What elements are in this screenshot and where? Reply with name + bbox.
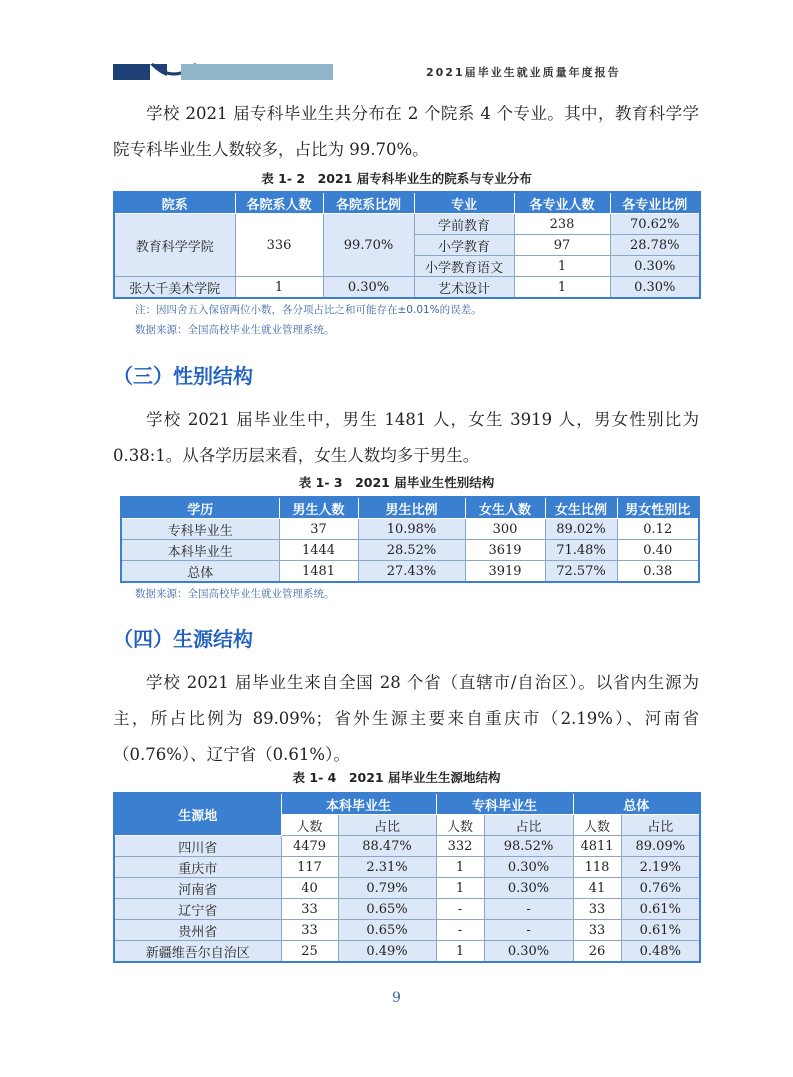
table-cell: 0.65% bbox=[338, 920, 436, 941]
table-cell: 0.30% bbox=[484, 878, 573, 899]
table-caption: 表 1- 4 2021 届毕业生生源地结构 bbox=[292, 770, 501, 785]
table-cell: 70.62% bbox=[610, 214, 700, 235]
table-cell: 辽宁省 bbox=[114, 899, 281, 920]
table-row bbox=[114, 941, 700, 963]
table-cell: 99.70% bbox=[323, 214, 414, 277]
column-header: 专业 bbox=[414, 192, 514, 214]
table-cell: 0.65% bbox=[338, 899, 436, 920]
table-cell: - bbox=[436, 899, 484, 920]
table-cell: 重庆市 bbox=[114, 857, 281, 878]
data-source: 数据来源：全国高校毕业生就业管理系统。 bbox=[135, 324, 335, 336]
table-cell: 33 bbox=[281, 899, 338, 920]
table-cell: 0.76% bbox=[621, 878, 700, 899]
table-cell: 72.57% bbox=[545, 561, 617, 583]
gender-table bbox=[120, 496, 700, 583]
table-cell: 37 bbox=[279, 519, 358, 540]
table-cell: - bbox=[484, 920, 573, 941]
section-heading-gender: （三）性别结构 bbox=[113, 364, 253, 388]
table-cell: 0.12 bbox=[617, 519, 699, 540]
column-header: 女生比例 bbox=[545, 497, 617, 519]
column-header: 学历 bbox=[121, 497, 279, 519]
table-row bbox=[121, 540, 699, 561]
table-cell: 98.52% bbox=[484, 836, 573, 857]
table-cell: 117 bbox=[281, 857, 338, 878]
column-header: 人数 bbox=[573, 815, 621, 836]
table-cell: 本科毕业生 bbox=[121, 540, 279, 561]
table-cell: 1 bbox=[436, 878, 484, 899]
table-row bbox=[114, 878, 700, 899]
column-header: 人数 bbox=[436, 815, 484, 836]
table-cell: 总体 bbox=[121, 561, 279, 583]
paragraph-major-distribution: 学校 2021 届专科毕业生共分布在 2 个院系 4 个专业。其中，教育科学学院专科毕业生人数较多，占比为 99.70%。 bbox=[113, 104, 699, 159]
table-row bbox=[114, 920, 700, 941]
report-title: 2021届毕业生就业质量年度报告 bbox=[426, 66, 621, 79]
table-cell: 88.47% bbox=[338, 836, 436, 857]
column-header: 各专业比例 bbox=[610, 192, 700, 214]
table-caption: 表 1- 2 2021 届专科毕业生的院系与专业分布 bbox=[261, 171, 532, 186]
table-cell: 28.78% bbox=[610, 235, 700, 256]
table-cell: 0.38 bbox=[617, 561, 699, 583]
column-header: 占比 bbox=[484, 815, 573, 836]
column-header: 各院系人数 bbox=[235, 192, 323, 214]
paragraph-origin: 学校 2021 届毕业生来自全国 28 个省（直辖市/自治区）。以省内生源为主，所占比例为 89.09%；省外生源主要来自重庆市（2.19%）、河南省（0.76%）、辽宁省（0.61%）。 bbox=[113, 673, 699, 764]
table-cell: 41 bbox=[573, 878, 621, 899]
table-row bbox=[114, 899, 700, 920]
table-cell: 71.48% bbox=[545, 540, 617, 561]
table-cell: 四川省 bbox=[114, 836, 281, 857]
table-cell: 0.40 bbox=[617, 540, 699, 561]
table-cell: 1444 bbox=[279, 540, 358, 561]
table-cell: 33 bbox=[281, 920, 338, 941]
column-header: 生源地 bbox=[114, 793, 281, 836]
table-cell: 1 bbox=[436, 857, 484, 878]
table-cell: 27.43% bbox=[358, 561, 465, 583]
column-group-header: 专科毕业生 bbox=[436, 793, 573, 815]
table-cell: 贵州省 bbox=[114, 920, 281, 941]
table-cell: 89.09% bbox=[621, 836, 700, 857]
paragraph-gender: 学校 2021 届毕业生中，男生 1481 人，女生 3919 人，男女性别比为 0.38:1。从各学历层来看，女生人数均多于男生。 bbox=[113, 410, 699, 465]
table-cell: 118 bbox=[573, 857, 621, 878]
table-cell: 3619 bbox=[465, 540, 545, 561]
table-cell: 新疆维吾尔自治区 bbox=[114, 941, 281, 963]
column-header: 人数 bbox=[281, 815, 338, 836]
column-header: 男女性别比 bbox=[617, 497, 699, 519]
data-source: 数据来源：全国高校毕业生就业管理系统。 bbox=[135, 588, 335, 600]
page-number: 9 bbox=[392, 990, 401, 1006]
table-cell: 10.98% bbox=[358, 519, 465, 540]
table-cell: 3919 bbox=[465, 561, 545, 583]
table-cell: 0.61% bbox=[621, 920, 700, 941]
header-band-light bbox=[181, 64, 333, 80]
column-header: 男生人数 bbox=[279, 497, 358, 519]
column-header: 院系 bbox=[114, 192, 235, 214]
table-cell: 0.49% bbox=[338, 941, 436, 963]
column-header: 各专业人数 bbox=[514, 192, 610, 214]
table-cell: 河南省 bbox=[114, 878, 281, 899]
table-cell: 336 bbox=[235, 214, 323, 277]
dept-major-table bbox=[113, 191, 701, 299]
table-cell: 332 bbox=[436, 836, 484, 857]
origin-table bbox=[113, 792, 701, 963]
table-cell: 张大千美术学院 bbox=[114, 277, 235, 299]
table-cell: 33 bbox=[573, 899, 621, 920]
table-row bbox=[114, 214, 700, 235]
table-cell: 1481 bbox=[279, 561, 358, 583]
table-cell: 小学教育 bbox=[414, 235, 514, 256]
table-cell: 26 bbox=[573, 941, 621, 963]
table-row bbox=[114, 836, 700, 857]
table-cell: 1 bbox=[436, 941, 484, 963]
table-cell: 0.61% bbox=[621, 899, 700, 920]
table-cell: 4479 bbox=[281, 836, 338, 857]
column-header: 占比 bbox=[338, 815, 436, 836]
table-caption: 表 1- 3 2021 届毕业生性别结构 bbox=[298, 475, 495, 490]
table-cell: 学前教育 bbox=[414, 214, 514, 235]
table-cell: 25 bbox=[281, 941, 338, 963]
table-cell: 300 bbox=[465, 519, 545, 540]
column-header: 男生比例 bbox=[358, 497, 465, 519]
table-cell: 33 bbox=[573, 920, 621, 941]
table-cell: 1 bbox=[235, 277, 323, 299]
table-cell: 1 bbox=[514, 256, 610, 277]
table-note: 注：因四舍五入保留两位小数，各分项占比之和可能存在±0.01%的误差。 bbox=[135, 304, 482, 316]
column-group-header: 本科毕业生 bbox=[281, 793, 436, 815]
table-cell: 2.19% bbox=[621, 857, 700, 878]
table-row bbox=[114, 277, 700, 299]
table-cell: 89.02% bbox=[545, 519, 617, 540]
table-cell: - bbox=[436, 920, 484, 941]
column-header: 各院系比例 bbox=[323, 192, 414, 214]
column-header: 女生人数 bbox=[465, 497, 545, 519]
table-cell: 0.30% bbox=[610, 277, 700, 299]
table-cell: 0.30% bbox=[323, 277, 414, 299]
table-row bbox=[114, 857, 700, 878]
table-cell: 0.30% bbox=[484, 857, 573, 878]
table-cell: 238 bbox=[514, 214, 610, 235]
column-header: 占比 bbox=[621, 815, 700, 836]
table-cell: 28.52% bbox=[358, 540, 465, 561]
table-cell: 1 bbox=[514, 277, 610, 299]
column-group-header: 总体 bbox=[573, 793, 700, 815]
table-row bbox=[121, 561, 699, 583]
table-cell: 0.30% bbox=[610, 256, 700, 277]
table-cell: 小学教育语文 bbox=[414, 256, 514, 277]
table-row bbox=[121, 519, 699, 540]
table-cell: 4811 bbox=[573, 836, 621, 857]
table-cell: 艺术设计 bbox=[414, 277, 514, 299]
section-heading-origin: （四）生源结构 bbox=[113, 627, 253, 651]
table-cell: 2.31% bbox=[338, 857, 436, 878]
table-cell: 0.30% bbox=[484, 941, 573, 963]
table-cell: 40 bbox=[281, 878, 338, 899]
table-cell: 97 bbox=[514, 235, 610, 256]
table-cell: - bbox=[484, 899, 573, 920]
table-cell: 0.79% bbox=[338, 878, 436, 899]
table-cell: 专科毕业生 bbox=[121, 519, 279, 540]
table-cell: 0.48% bbox=[621, 941, 700, 963]
table-cell: 教育科学学院 bbox=[114, 214, 235, 277]
